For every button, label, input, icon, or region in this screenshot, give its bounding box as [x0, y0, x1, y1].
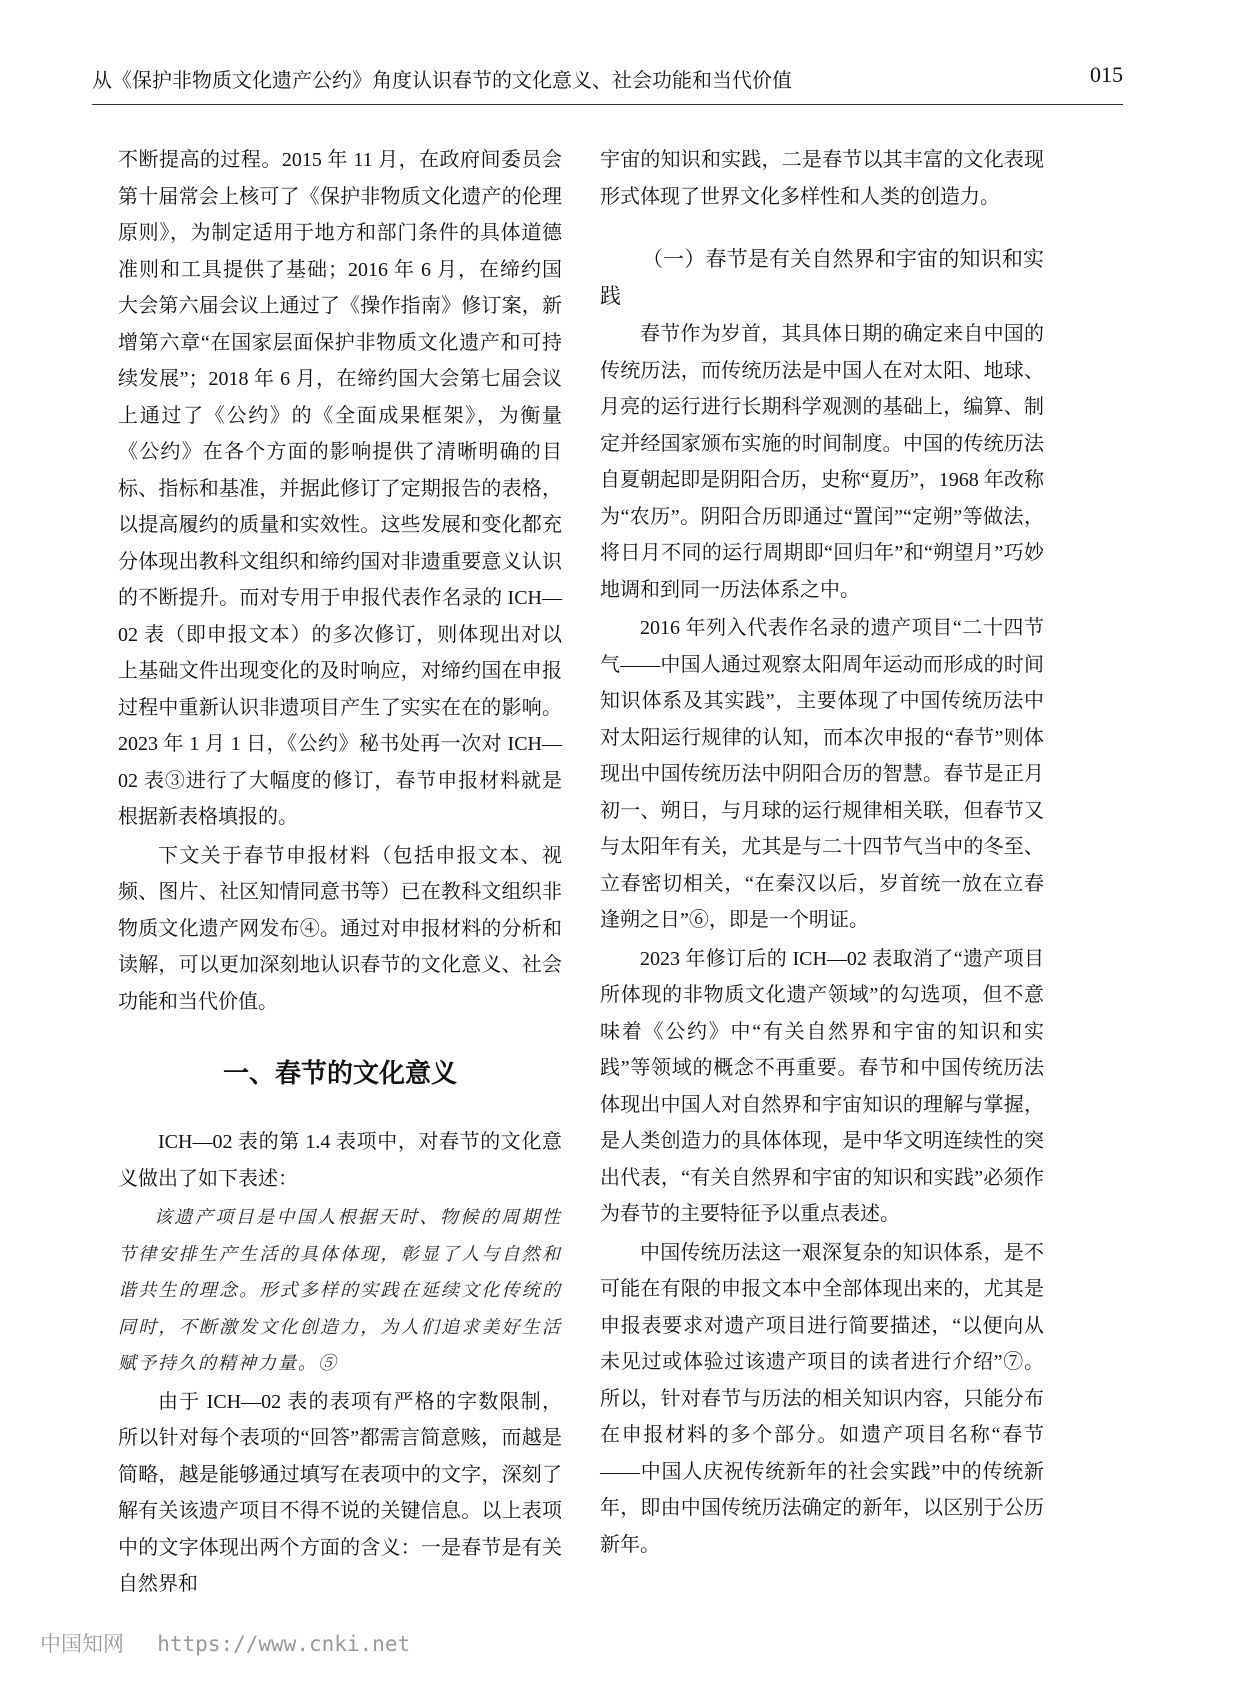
paragraph: ICH—02 表的第 1.4 表项中，对春节的文化意义做出了如下表述： — [118, 1131, 562, 1190]
paragraph: 中国传统历法这一艰深复杂的知识体系，是不可能在有限的申报文本中全部体现出来的，尤其是申报表要求对遗产项目进行简要描述，“以便向从未见过或体验过该遗产项目的读者进行介绍”⑦。所以，针对春节与历法的相关知识内容，只能分布在申报材料的多个部分。如遗产项目名称“春节——中国人庆祝传统新年的社会实践”中的传统新年，即由中国传统历法确定的新年，以区别于公历新年。 — [600, 1241, 1044, 1556]
cnki-watermark: 中国知网 — [40, 1631, 124, 1656]
watermark-footer — [40, 1629, 1241, 1659]
running-header — [0, 0, 1241, 106]
paragraph: 下文关于春节申报材料（包括申报文本、视频、图片、社区知情同意书等）已在教科文组织非物质文化遗产网发布④。通过对申报材料的分析和读解，可以更加深刻地认识春节的文化意义、社会功能和当代价值。 — [118, 844, 562, 1013]
paragraph: 2023 年修订后的 ICH—02 表取消了“遗产项目所体现的非物质文化遗产领域”的勾选项，但不意味着《公约》中“有关自然界和宇宙的知识和实践”等领域的概念不再重要。春节和中国传统历法体现出中国人对自然界和宇宙知识的理解与掌握，是人类创造力的具体体现，是中华文明连续性的突出代表，“有关自然界和宇宙的知识和实践”必须作为春节的主要特征予以重点表述。 — [600, 947, 1044, 1225]
paragraph: 2016 年列入代表作名录的遗产项目“二十四节气——中国人通过观察太阳周年运动而形成的时间知识体系及其实践”，主要体现了中国传统历法中对太阳运行规律的认知，而本次申报的“春节”则体现出中国传统历法中阴阳合历的智慧。春节是正月初一、朔日，与月球的运行规律相关联，但春节又与太阳年有关，尤其是与二十四节气当中的冬至、立春密切相关，“在秦汉以后，岁首统一放在立春逢朔之日”⑥，即是一个明证。 — [600, 617, 1044, 931]
cnki-url: https://www.cnki.net — [157, 1631, 411, 1656]
running-title: 从《保护非物质文化遗产公约》角度认识春节的文化意义、社会功能和当代价值 — [92, 70, 792, 92]
paragraph: 不断提高的过程。2015 年 11 月，在政府间委员会第十届常会上核可了《保护非物质文化遗产的伦理原则》，为制定适用于地方和部门条件的具体道德准则和工具提供了基础；2016 年 6 月，在缔约国大会第六届会议上通过了《操作指南》修订案，新增第六章“在国家层面保护非物质文化遗产和可持续发展”；2018 年 6 月，在缔约国大会第七届会议上通过了《公约》的《全面成果框架》，为衡量《公约》在各个方面的影响提供了清晰明确的目标、指标和基准，并据此修订了定期报告的表格，以提高履约的质量和实效性。这些发展和变化都充分体现出教科文组织和缔约国对非遗重要意义认识的不断提升。而对专用于申报代表作名录的 ICH—02 表（即申报文本）的多次修订，则体现出对以上基础文件出现变化的及时响应，对缔约国在申报过程中重新认识非遗项目产生了实实在在的影响。2023 年 1 月 1 日，《公约》秘书处再一次对 ICH—02 表③进行了大幅度的修订，春节申报材料就是根据新表格填报的。 — [118, 149, 562, 828]
two-column-body — [118, 142, 1044, 1605]
subsection-heading: （一）春节是有关自然界和宇宙的知识和实践 — [600, 247, 1044, 308]
paragraph: 春节作为岁首，其具体日期的确定来自中国的传统历法，而传统历法是中国人在对太阳、地球、月亮的运行进行长期科学观测的基础上，编算、制定并经国家颁布实施的时间制度。中国的传统历法自夏朝起即是阴阳合历，史称“夏历”，1968 年改称为“农历”。阴阳合历即通过“置闰”“定朔”等做法，将日月不同的运行周期即“回归年”和“朔望月”巧妙地调和到同一历法体系之中。 — [600, 323, 1044, 601]
right-column — [600, 142, 1044, 1565]
section-heading: 一、春节的文化意义 — [222, 1059, 457, 1089]
paragraph: 宇宙的知识和实践，二是春节以其丰富的文化表现形式体现了世界文化多样性和人类的创造力。 — [600, 149, 1044, 208]
paragraph: 由于 ICH—02 表的表项有严格的字数限制，所以针对每个表项的“回答”都需言简意赅，而越是简略，越是能够通过填写在表项中的文字，深刻了解有关该遗产项目不得不说的关键信息。以上表项中的文字体现出两个方面的含义：一是春节是有关自然界和 — [118, 1390, 562, 1595]
block-quote: 该遗产项目是中国人根据天时、物候的周期性节律安排生产生活的具体体现，彰显了人与自然和谐共生的理念。形式多样的实践在延续文化传统的同时，不断激发文化创造力，为人们追求美好生活赋予持久的精神力量。⑤ — [118, 1207, 562, 1373]
page-number: 015 — [1090, 62, 1123, 87]
header-divider — [92, 104, 1123, 105]
left-column — [118, 142, 562, 1605]
